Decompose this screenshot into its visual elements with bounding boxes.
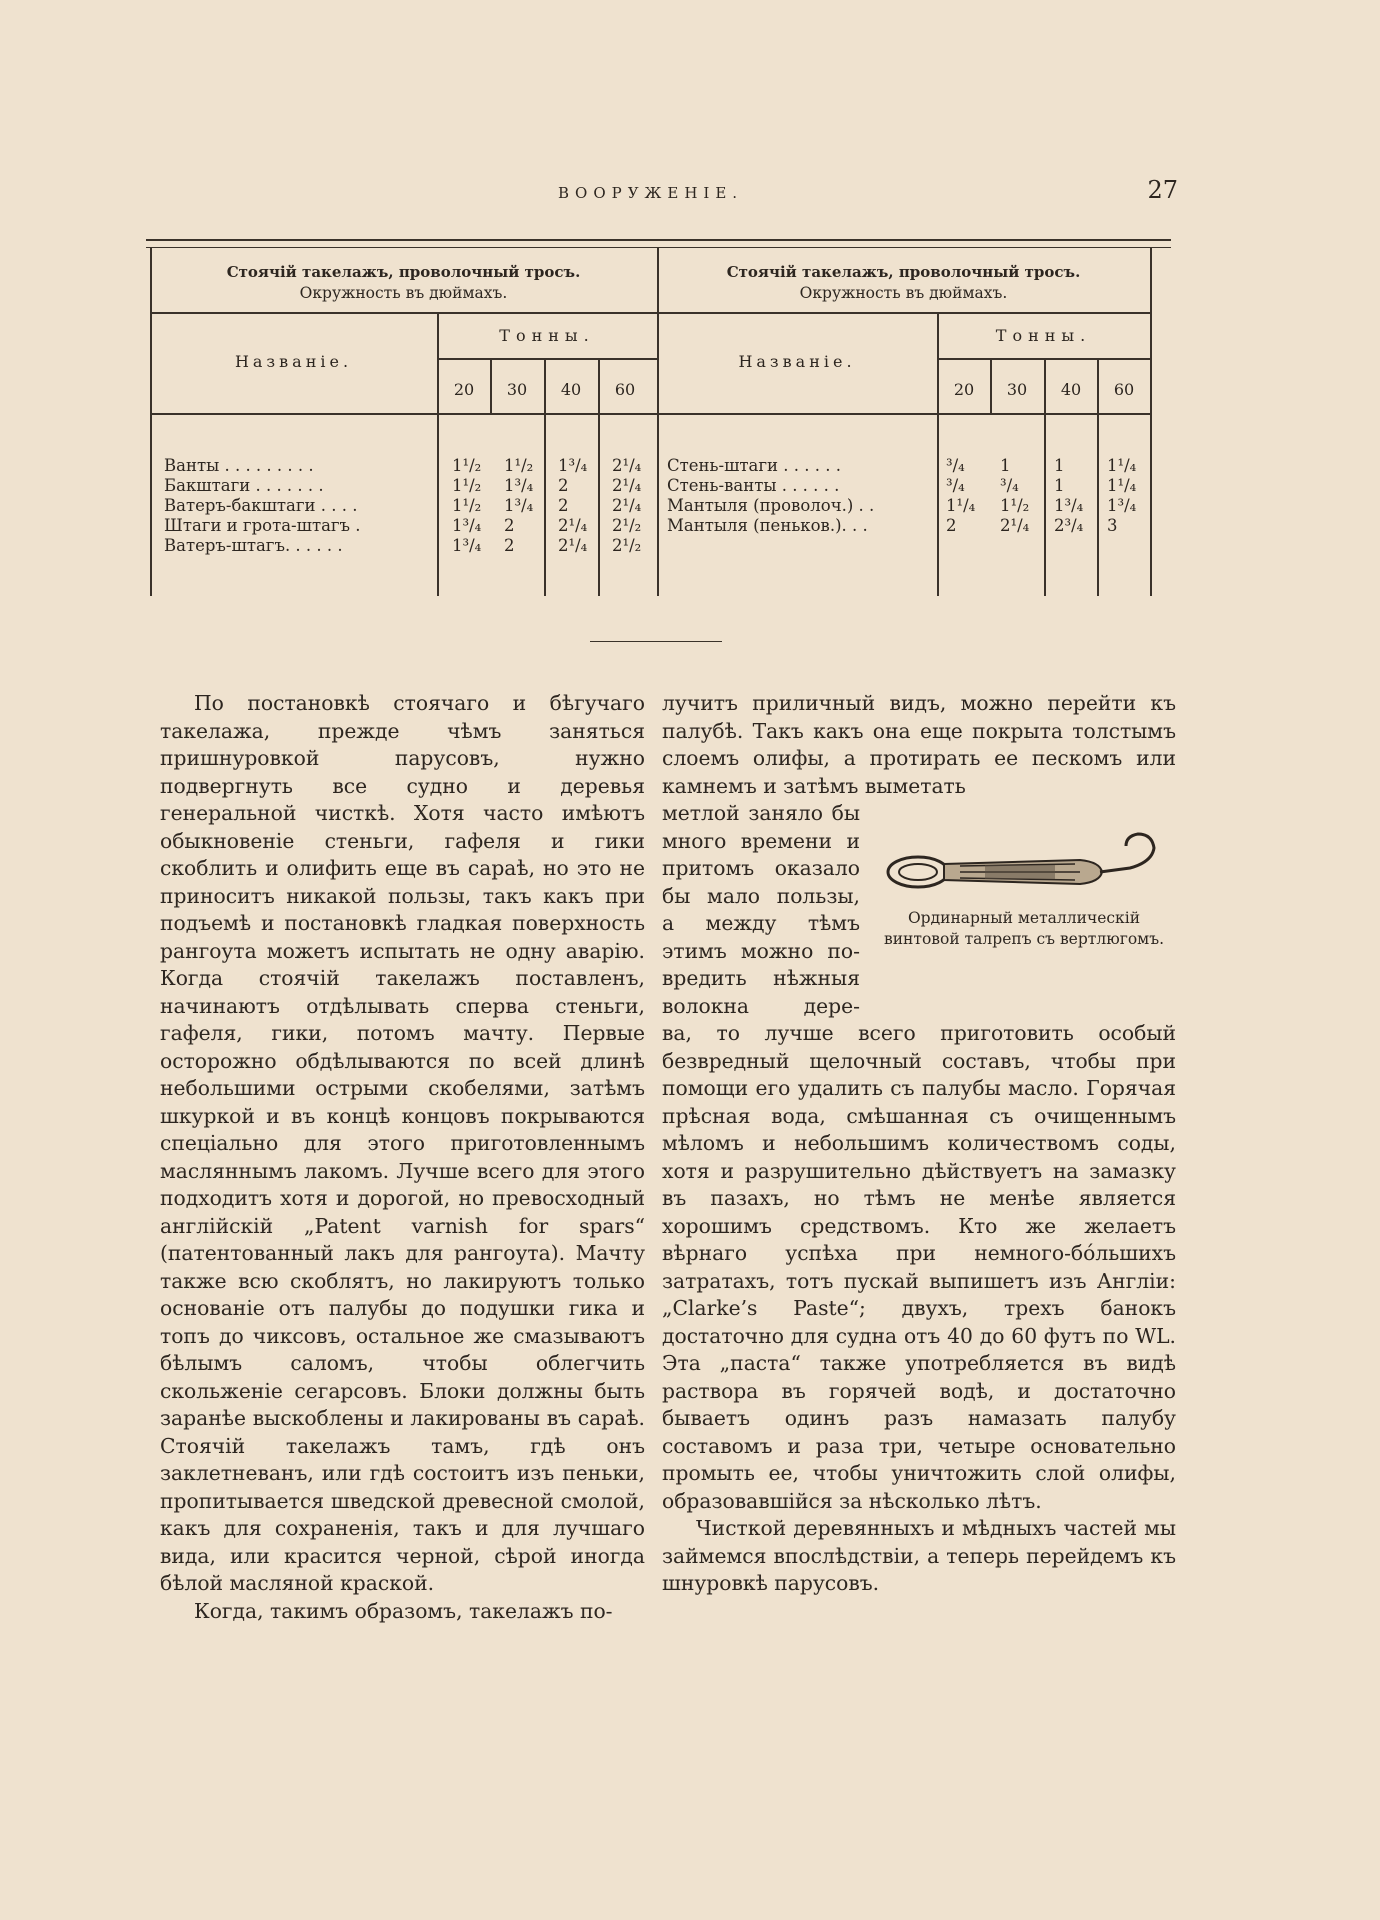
row-value: 1¹/₂ (452, 456, 482, 475)
float-line: бы мало пользы, (662, 883, 860, 908)
left-col-40: 40 (560, 380, 582, 399)
turnbuckle-figure (880, 828, 1180, 978)
left-caption-subtitle: Окружность въ дюймахъ. (299, 284, 508, 302)
right-text-continued (662, 1020, 1176, 1598)
right-caption-title: Стоячій такелажъ, проволочный тросъ. (726, 263, 1081, 281)
row-value: 2 (504, 536, 515, 555)
row-value: 1³/₄ (558, 456, 588, 475)
page-number: 27 (1147, 176, 1178, 204)
left-col-20: 20 (453, 380, 475, 399)
table-row (164, 536, 650, 556)
row-value: 2¹/₄ (1000, 516, 1030, 535)
header-rule (146, 239, 1171, 248)
right-col-20: 20 (953, 380, 975, 399)
row-value: 2 (558, 476, 569, 495)
page-header (148, 176, 1178, 216)
table-row (667, 496, 1147, 516)
row-value: 1³/₄ (452, 536, 482, 555)
float-line: этимъ можно по- (662, 938, 860, 963)
row-value: 2 (504, 516, 515, 535)
figure-caption (874, 908, 1174, 950)
row-value: 2 (558, 496, 569, 515)
row-name: Ватеръ-бакштаги . . . . (164, 496, 358, 515)
row-value: 1¹/₂ (1000, 496, 1030, 515)
table-row (164, 476, 650, 496)
left-col-60: 60 (614, 380, 636, 399)
paragraph: ва, то лучше всего приготовить особый безвредный щелочный составъ, чтобы при помощи его удалить съ палубы масло. Горячая прѣсная вода, смѣшанная съ очищеннымъ мѣломъ и небольшимъ количествомъ соды, хотя и разрушительно дѣйствуетъ на замазку въ пазахъ, но тѣмъ не менѣе является хорошимъ средствомъ. Кто же желаетъ вѣрнаго успѣха при немного-бóльшихъ затратахъ, тотъ пускай выпишетъ изъ Англіи: „Clarke’s Paste“; двухъ, трехъ банокъ достаточно для судна отъ 40 до 60 футъ по WL. Эта „паста“ также употребляется въ видѣ раствора въ горячей водѣ, и достаточно бываетъ одинъ разъ намазать палубу составомъ и раза три, четыре основательно промыть ее, чтобы уничтожить слой олифы, образовавшійся за нѣсколько лѣтъ. (662, 1021, 1176, 1513)
left-col-30: 30 (506, 380, 528, 399)
row-name: Бакштаги . . . . . . . (164, 476, 324, 495)
row-value: 1 (1054, 476, 1065, 495)
row-value: 1¹/₂ (452, 476, 482, 495)
table-border-right (1150, 248, 1152, 596)
left-tons-header: Тонны. (499, 326, 595, 345)
row-value: 2¹/₄ (558, 536, 588, 555)
row-name: Мантыля (пеньков.). . . (667, 516, 868, 535)
section-divider (590, 641, 722, 642)
table-row (164, 516, 650, 536)
left-table-rows (164, 456, 650, 556)
float-line: волокна дере- (662, 993, 860, 1018)
row-value: 1¹/₂ (504, 456, 534, 475)
left-text-column (160, 690, 645, 1625)
row-name: Стень-штаги . . . . . . (667, 456, 841, 475)
row-value: 1¹/₄ (1107, 476, 1137, 495)
row-name: Штаги и грота-штагъ . (164, 516, 361, 535)
row-value: 2 (946, 516, 957, 535)
row-name: Мантыля (проволоч.) . . (667, 496, 875, 515)
right-table-rows (667, 456, 1147, 536)
paragraph: Когда, такимъ образомъ, такелажъ по- (194, 1598, 613, 1623)
row-value: 1³/₄ (1054, 496, 1084, 515)
running-title: ВООРУЖЕНІЕ. (558, 184, 744, 202)
row-value: 2¹/₄ (558, 516, 588, 535)
row-value: 1³/₄ (1107, 496, 1137, 515)
row-name: Стень-ванты . . . . . . (667, 476, 840, 495)
caption-line: Ординарный металлическій (907, 909, 1141, 927)
right-caption-subtitle: Окружность въ дюймахъ. (799, 284, 1008, 302)
row-value: ³/₄ (1000, 476, 1019, 495)
table-row (667, 516, 1147, 536)
float-line: притомъ оказало (662, 856, 860, 880)
row-value: 1³/₄ (452, 516, 482, 535)
row-value: 1¹/₄ (946, 496, 976, 515)
left-table-caption (150, 262, 657, 304)
right-col-sep (937, 312, 939, 596)
row-value: 2¹/₂ (612, 536, 642, 555)
row-value: 1¹/₂ (452, 496, 482, 515)
table-header-rule (150, 413, 1150, 415)
row-value: ³/₄ (946, 456, 965, 475)
paragraph: Чисткой деревянныхъ и мѣдныхъ частей мы займемся впослѣдствіи, а теперь перейдемъ къ шнуровкѣ парусовъ. (662, 1516, 1176, 1595)
left-tons-rule (437, 358, 657, 360)
right-tons-header: Тонны. (995, 326, 1092, 345)
float-line: метлой заняло бы (662, 801, 860, 825)
table-row (667, 456, 1147, 476)
caption-line: винтовой талрепъ съ вертлюгомъ. (884, 930, 1164, 948)
turnbuckle-illustration-icon (880, 828, 1180, 900)
row-value: 1¹/₄ (1107, 456, 1137, 475)
right-name-header: Названіе. (738, 352, 856, 371)
row-value: 1³/₄ (504, 496, 534, 515)
float-text-lines (662, 800, 860, 1020)
row-value: 3 (1107, 516, 1118, 535)
paragraph: лучитъ приличный видъ, можно перейти къ палубѣ. Такъ какъ она еще покрыта толстымъ слоемъ олифы, а протирать ее пескомъ или камнемъ и затѣмъ выметать (662, 691, 1176, 798)
right-table-caption (657, 262, 1150, 304)
rigging-table (150, 248, 1152, 596)
left-name-header: Названіе. (234, 352, 353, 371)
row-value: 1³/₄ (504, 476, 534, 495)
row-value: 2¹/₄ (612, 476, 642, 495)
table-row (164, 496, 650, 516)
row-value: 1 (1000, 456, 1011, 475)
float-line: вредить нѣжныя (662, 966, 860, 990)
row-value: 2¹/₄ (612, 496, 642, 515)
right-col-30: 30 (1006, 380, 1028, 399)
row-value: ³/₄ (946, 476, 965, 495)
table-row (667, 476, 1147, 496)
right-col-40: 40 (1060, 380, 1082, 399)
row-value: 2¹/₂ (612, 516, 642, 535)
row-value: 2¹/₄ (612, 456, 642, 475)
row-value: 2³/₄ (1054, 516, 1084, 535)
table-row (164, 456, 650, 476)
left-caption-title: Стоячій такелажъ, проволочный тросъ. (226, 263, 581, 281)
row-name: Ватеръ-штагъ. . . . . . (164, 536, 343, 555)
table-caption-rule (150, 312, 1150, 314)
row-name: Ванты . . . . . . . . . (164, 456, 314, 475)
float-line: много времени и (662, 828, 860, 853)
float-line: а между тѣмъ (662, 911, 860, 935)
right-text-column (662, 690, 1176, 800)
row-value: 1 (1054, 456, 1065, 475)
right-col-60: 60 (1113, 380, 1135, 399)
paragraph: По постановкѣ стоячаго и бѣгучаго такелажа, прежде чѣмъ заняться пришнуровкой парусовъ, нужно подвергнуть все судно и деревья генеральной чисткѣ. Хотя часто имѣютъ обыкновеніе стеньги, гафеля и гики скоблить и олифить еще въ сараѣ, но это не приноситъ никакой пользы, такъ какъ при подъемѣ и постановкѣ гладкая поверхность рангоута можетъ испытать не одну аварію. Когда стоячій такелажъ поставленъ, начинаютъ отдѣлывать сперва стеньги, гафеля, гики, потомъ мачту. Первые осторожно обдѣлываются по всей длинѣ небольшими острыми скобелями, затѣмъ шкуркой и въ концѣ концовъ покрываются спеціально для этого приготовленнымъ масляннымъ лакомъ. Лучше всего для этого подходитъ хотя и дорогой, но превосходный англійскій „Patent varnish for spars“ (патентованный лакъ для рангоута). Мачту также всю скоблятъ, но лакируютъ только основаніе отъ палубы до подушки гика и топъ до чиксовъ, остальное же смазываютъ бѣлымъ саломъ, чтобы облегчить скольженіе сегарсовъ. Блоки должны быть заранѣе выскоблены и лакированы въ сараѣ. Стоячій такелажъ тамъ, гдѣ онъ заклетневанъ, или гдѣ состоитъ изъ пеньки, пропитывается шведской древесной смолой, какъ для сохраненія, такъ и для лучшаго вида, или красится черной, сѣрой иногда бѣлой масляной краской. (160, 691, 645, 1595)
